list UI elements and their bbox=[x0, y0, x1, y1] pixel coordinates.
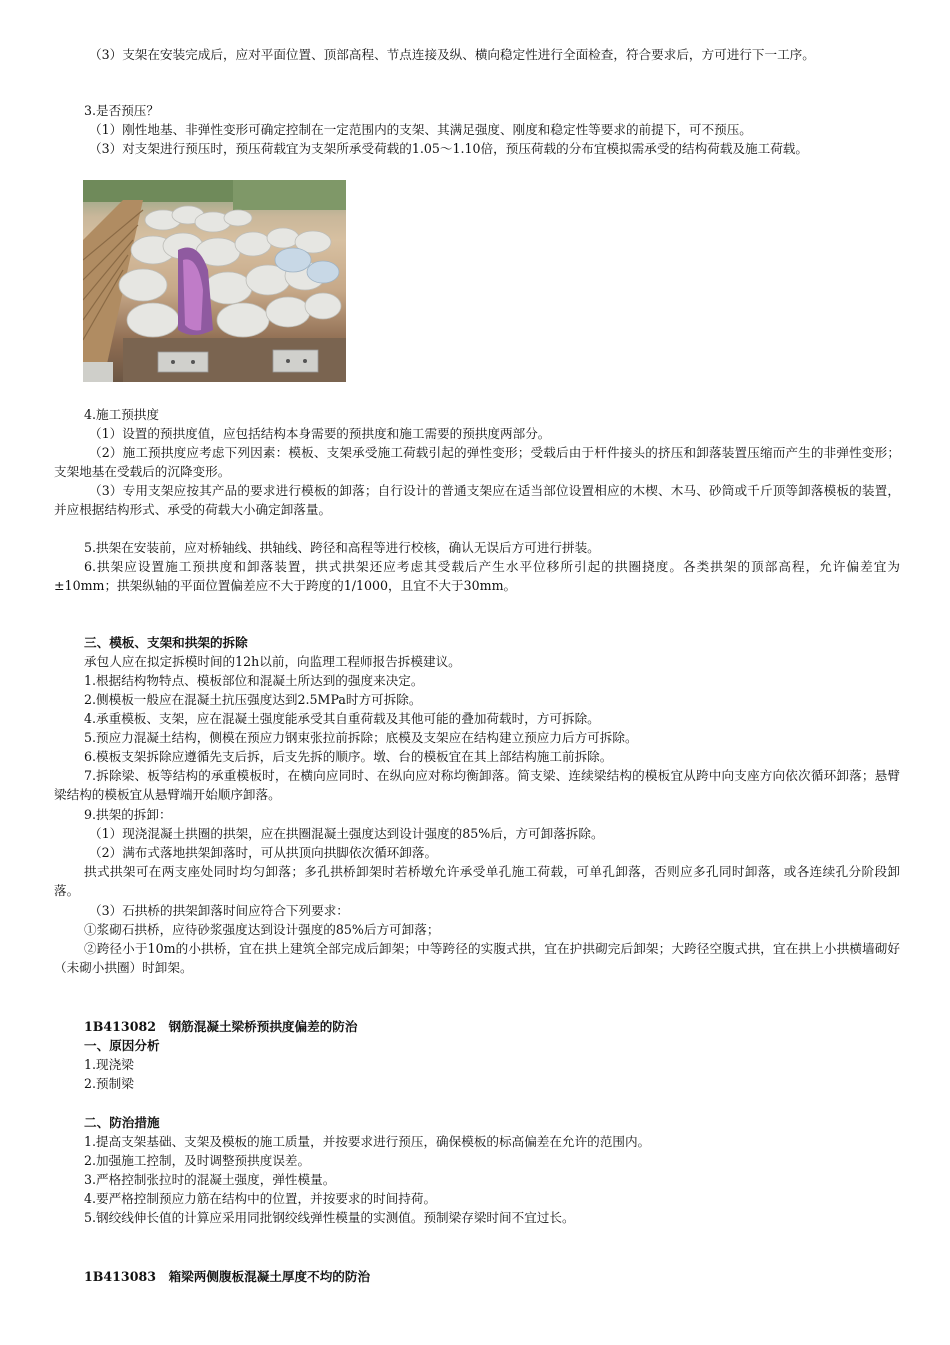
paragraph-camber-2: （2）施工预拱度应考虑下列因素：模板、支架承受施工荷载引起的弹性变形；受载后由于杆件接头的挤压和卸落装置压缩而产生的非弹性变形；支架地基在受载后的沉降变形。 bbox=[54, 445, 900, 479]
list-item: 4.要严格控制预应力筋在结构中的位置，并按要求的时间持荷。 bbox=[84, 1191, 437, 1206]
list-item: ①浆砌石拱桥，应待砂浆强度达到设计强度的85%后方可卸落； bbox=[84, 922, 440, 937]
paragraph-arch-tolerance: 6.拱架应设置施工预拱度和卸落装置，拱式拱架还应考虑其受载后产生水平位移所引起的拱圈挠度。各类拱架的顶部高程，允许偏差宜为±10mm；拱架纵轴的平面位置偏差应不大于跨度的1/1000，且宜不大于30mm。 bbox=[54, 559, 900, 593]
heading-preload: 3.是否预压？ bbox=[84, 103, 159, 118]
subheading-prevention: 二、防治措施 bbox=[84, 1115, 160, 1130]
paragraph-preload-load: （3）对支架进行预压时，预压荷载宜为支架所承受荷载的1.05～1.10倍，预压荷载的分布宜模拟需承受的结构荷载及施工荷载。 bbox=[89, 141, 808, 156]
list-item: 3.严格控制张拉时的混凝土强度，弹性模量。 bbox=[84, 1172, 336, 1187]
list-item: 7.拆除梁、板等结构的承重模板时，在横向应同时、在纵向应对称均衡卸落。简支梁、连续梁结构的模板宜从跨中向支座方向依次循环卸落；悬臂梁结构的模板宜从悬臂端开始顺序卸落。 bbox=[54, 768, 900, 802]
heading-1b413082: 1B413082 钢筋混凝土梁桥预拱度偏差的防治 bbox=[84, 1019, 358, 1034]
paragraph-arch-unloading: 拱式拱架可在两支座处同时均匀卸落；多孔拱桥卸架时若桥墩允许承受单孔施工荷载，可单孔卸落，否则应多孔同时卸落，或各连续孔分阶段卸落。 bbox=[54, 864, 900, 898]
list-item: 1.提高支架基础、支架及模板的施工质量，并按要求进行预压，确保模板的标高偏差在允许的范围内。 bbox=[84, 1134, 651, 1149]
list-item: ②跨径小于10m的小拱桥，宜在拱上建筑全部完成后卸架；中等跨径的实腹式拱，宜在护拱砌完后卸架；大跨径空腹式拱，宜在拱上小拱横墙砌好（未砌小拱圈）时卸架。 bbox=[54, 941, 900, 975]
list-item: 2.预制梁 bbox=[84, 1076, 134, 1091]
paragraph-camber-1: （1）设置的预拱度值，应包括结构本身需要的预拱度和施工需要的预拱度两部分。 bbox=[89, 426, 551, 441]
preload-sandbag-photo bbox=[83, 180, 346, 382]
subheading-cause-analysis: 一、原因分析 bbox=[84, 1038, 160, 1053]
list-item: （3）石拱桥的拱架卸落时间应符合下列要求： bbox=[89, 903, 349, 918]
paragraph-camber-3: （3）专用支架应按其产品的要求进行模板的卸落；自行设计的普通支架应在适当部位设置相应的木楔、木马、砂筒或千斤顶等卸落模板的装置，并应根据结构形式、承受的荷载大小确定卸落量。 bbox=[54, 483, 900, 517]
list-item: 1.根据结构物特点、模板部位和混凝土所达到的强度来决定。 bbox=[84, 673, 424, 688]
paragraph-removal-notice: 承包人应在拟定拆模时间的12h以前，向监理工程师报告拆模建议。 bbox=[84, 654, 461, 669]
heading-construction-camber: 4.施工预拱度 bbox=[84, 407, 159, 422]
list-item: 4.承重模板、支架，应在混凝土强度能承受其自重荷载及其他可能的叠加荷载时，方可拆除。 bbox=[84, 711, 600, 726]
heading-removal: 三、模板、支架和拱架的拆除 bbox=[84, 635, 248, 650]
list-item: 1.现浇梁 bbox=[84, 1057, 134, 1072]
list-item: 2.侧模板一般应在混凝土抗压强度达到2.5MPa时方可拆除。 bbox=[84, 692, 422, 707]
list-item: （1）现浇混凝土拱圈的拱架，应在拱圈混凝土强度达到设计强度的85%后，方可卸落拆除。 bbox=[89, 826, 604, 841]
list-item: 2.加强施工控制，及时调整预拱度误差。 bbox=[84, 1153, 311, 1168]
list-item: 5.钢绞线伸长值的计算应采用同批钢绞线弹性模量的实测值。预制梁存梁时间不宜过长。 bbox=[84, 1210, 575, 1225]
paragraph-no-preload: （1）刚性地基、非弹性变形可确定控制在一定范围内的支架、其满足强度、刚度和稳定性等要求的前提下，可不预压。 bbox=[89, 122, 752, 137]
list-item: 6.模板支架拆除应遵循先支后拆，后支先拆的顺序。墩、台的模板宜在其上部结构施工前拆除。 bbox=[84, 749, 613, 764]
list-item: 5.预应力混凝土结构，侧模在预应力钢束张拉前拆除；底模及支架应在结构建立预应力后方可拆除。 bbox=[84, 730, 638, 745]
heading-1b413083: 1B413083 箱梁两侧腹板混凝土厚度不均的防治 bbox=[84, 1269, 371, 1284]
list-item: （2）满布式落地拱架卸落时，可从拱顶向拱脚依次循环卸落。 bbox=[89, 845, 438, 860]
paragraph-arch-calibration: 5.拱架在安装前，应对桥轴线、拱轴线、跨径和高程等进行校核，确认无误后方可进行拼装。 bbox=[84, 540, 600, 555]
list-item: 9.拱架的拆卸： bbox=[84, 807, 172, 822]
paragraph-support-inspection: （3）支架在安装完成后，应对平面位置、顶部高程、节点连接及纵、横向稳定性进行全面检查，符合要求后，方可进行下一工序。 bbox=[89, 47, 815, 62]
